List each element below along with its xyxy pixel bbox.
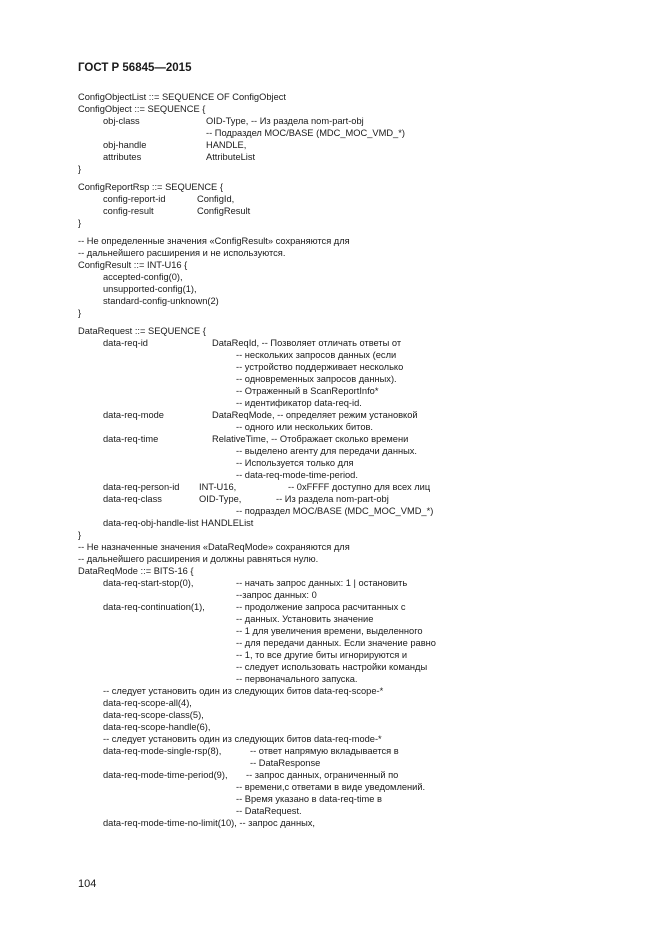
- text-line: OID-Type, -- Из раздела nom-part-obj: [206, 116, 364, 126]
- text-line: -- устройство поддерживает несколько: [236, 362, 404, 372]
- text-line: ConfigObject ::= SEQUENCE {: [78, 104, 206, 114]
- text-line: data-req-scope-class(5),: [103, 710, 204, 720]
- text-line: -- Из раздела nom-part-obj: [276, 494, 389, 504]
- text-line: standard-config-unknown(2): [103, 296, 219, 306]
- text-line: attributes: [103, 152, 142, 162]
- text-line: data-req-mode-single-rsp(8),: [103, 746, 222, 756]
- text-line: data-req-start-stop(0),: [103, 578, 194, 588]
- text-line: unsupported-config(1),: [103, 284, 197, 294]
- text-line: -- 1 для увеличения времени, выделенного: [236, 626, 423, 636]
- text-line: data-req-person-id: [103, 482, 180, 492]
- text-line: -- времени,с ответами в виде уведомлений.: [236, 782, 426, 792]
- text-line: data-req-mode-time-period(9),: [103, 770, 228, 780]
- text-line: data-req-obj-handle-list HANDLEList: [103, 518, 254, 528]
- text-line: -- идентификатор data-req-id.: [236, 398, 362, 408]
- page-header: ГОСТ Р 56845—2015: [78, 62, 192, 74]
- text-line: DataReqId, -- Позволяет отличать ответы от: [212, 338, 402, 348]
- text-line: -- подраздел MOC/BASE (MDC_MOC_VMD_*): [236, 506, 434, 516]
- text-line: data-req-scope-all(4),: [103, 698, 192, 708]
- text-line: }: [78, 218, 82, 228]
- text-line: -- одного или нескольких битов.: [236, 422, 374, 432]
- text-line: -- начать запрос данных: 1 | остановить: [236, 578, 408, 588]
- text-line: -- для передачи данных. Если значение равно: [236, 638, 436, 648]
- text-line: config-result: [103, 206, 154, 216]
- text-line: ConfigResult: [197, 206, 251, 216]
- text-line: DataReqMode ::= BITS-16 {: [78, 566, 194, 576]
- text-line: -- данных. Установить значение: [236, 614, 374, 624]
- text-line: -- data-req-mode-time-period.: [236, 470, 358, 480]
- text-line: }: [78, 530, 82, 540]
- text-line: obj-class: [103, 116, 140, 126]
- text-line: -- ответ напрямую вкладывается в: [250, 746, 399, 756]
- text-line: -- следует установить один из следующих битов data-req-mode-*: [103, 734, 382, 744]
- text-line: }: [78, 164, 82, 174]
- text-line: RelativeTime, -- Отображает сколько времени: [212, 434, 409, 444]
- text-line: data-req-scope-handle(6),: [103, 722, 211, 732]
- text-line: INT-U16,: [199, 482, 237, 492]
- text-line: OID-Type,: [199, 494, 242, 504]
- text-line: -- дальнейшего расширения и не используются.: [78, 248, 286, 258]
- text-line: obj-handle: [103, 140, 147, 150]
- text-line: data-req-class: [103, 494, 162, 504]
- text-line: data-req-mode: [103, 410, 164, 420]
- text-line: -- выделено агенту для передачи данных.: [236, 446, 418, 456]
- text-line: config-report-id: [103, 194, 166, 204]
- text-line: data-req-continuation(1),: [103, 602, 205, 612]
- text-line: ConfigResult ::= INT-U16 {: [78, 260, 188, 270]
- text-line: -- 0xFFFF доступно для всех лиц: [288, 482, 431, 492]
- text-line: -- нескольких запросов данных (если: [236, 350, 397, 360]
- text-line: -- DataResponse: [250, 758, 321, 768]
- text-line: -- следует установить один из следующих битов data-req-scope-*: [103, 686, 384, 696]
- text-line: AttributeList: [206, 152, 256, 162]
- text-line: DataReqMode, -- определяет режим установкой: [212, 410, 418, 420]
- text-line: HANDLE,: [206, 140, 247, 150]
- text-line: -- DataRequest.: [236, 806, 302, 816]
- text-line: accepted-config(0),: [103, 272, 183, 282]
- text-line: -- дальнейшего расширения и должны равняться нулю.: [78, 554, 319, 564]
- text-line: data-req-time: [103, 434, 159, 444]
- text-line: --запрос данных: 0: [236, 590, 317, 600]
- text-line: ConfigObjectList ::= SEQUENCE OF ConfigObject: [78, 92, 286, 102]
- text-line: -- Не назначенные значения «DataReqMode» сохраняются для: [78, 542, 350, 552]
- text-line: }: [78, 308, 82, 318]
- page-number: 104: [78, 878, 97, 890]
- text-line: -- запрос данных, ограниченный по: [246, 770, 399, 780]
- text-line: -- первоначального запуска.: [236, 674, 358, 684]
- text-line: ConfigId,: [197, 194, 235, 204]
- text-line: data-req-mode-time-no-limit(10), -- запрос данных,: [103, 818, 315, 828]
- text-line: -- Время указано в data-req-time в: [236, 794, 382, 804]
- text-line: DataRequest ::= SEQUENCE {: [78, 326, 206, 336]
- text-line: -- Используется только для: [236, 458, 354, 468]
- text-line: ConfigReportRsp ::= SEQUENCE {: [78, 182, 223, 192]
- text-line: -- одновременных запросов данных).: [236, 374, 397, 384]
- text-line: -- следует использовать настройки команды: [236, 662, 428, 672]
- text-line: -- Отраженный в ScanReportInfo*: [236, 386, 379, 396]
- text-line: -- 1, то все другие биты игнорируются и: [236, 650, 408, 660]
- text-line: -- продолжение запроса расчитанных с: [236, 602, 406, 612]
- text-line: data-req-id: [103, 338, 148, 348]
- text-line: -- Подраздел MOC/BASE (MDC_MOC_VMD_*): [206, 128, 405, 138]
- text-line: -- Не определенные значения «ConfigResult» сохраняются для: [78, 236, 350, 246]
